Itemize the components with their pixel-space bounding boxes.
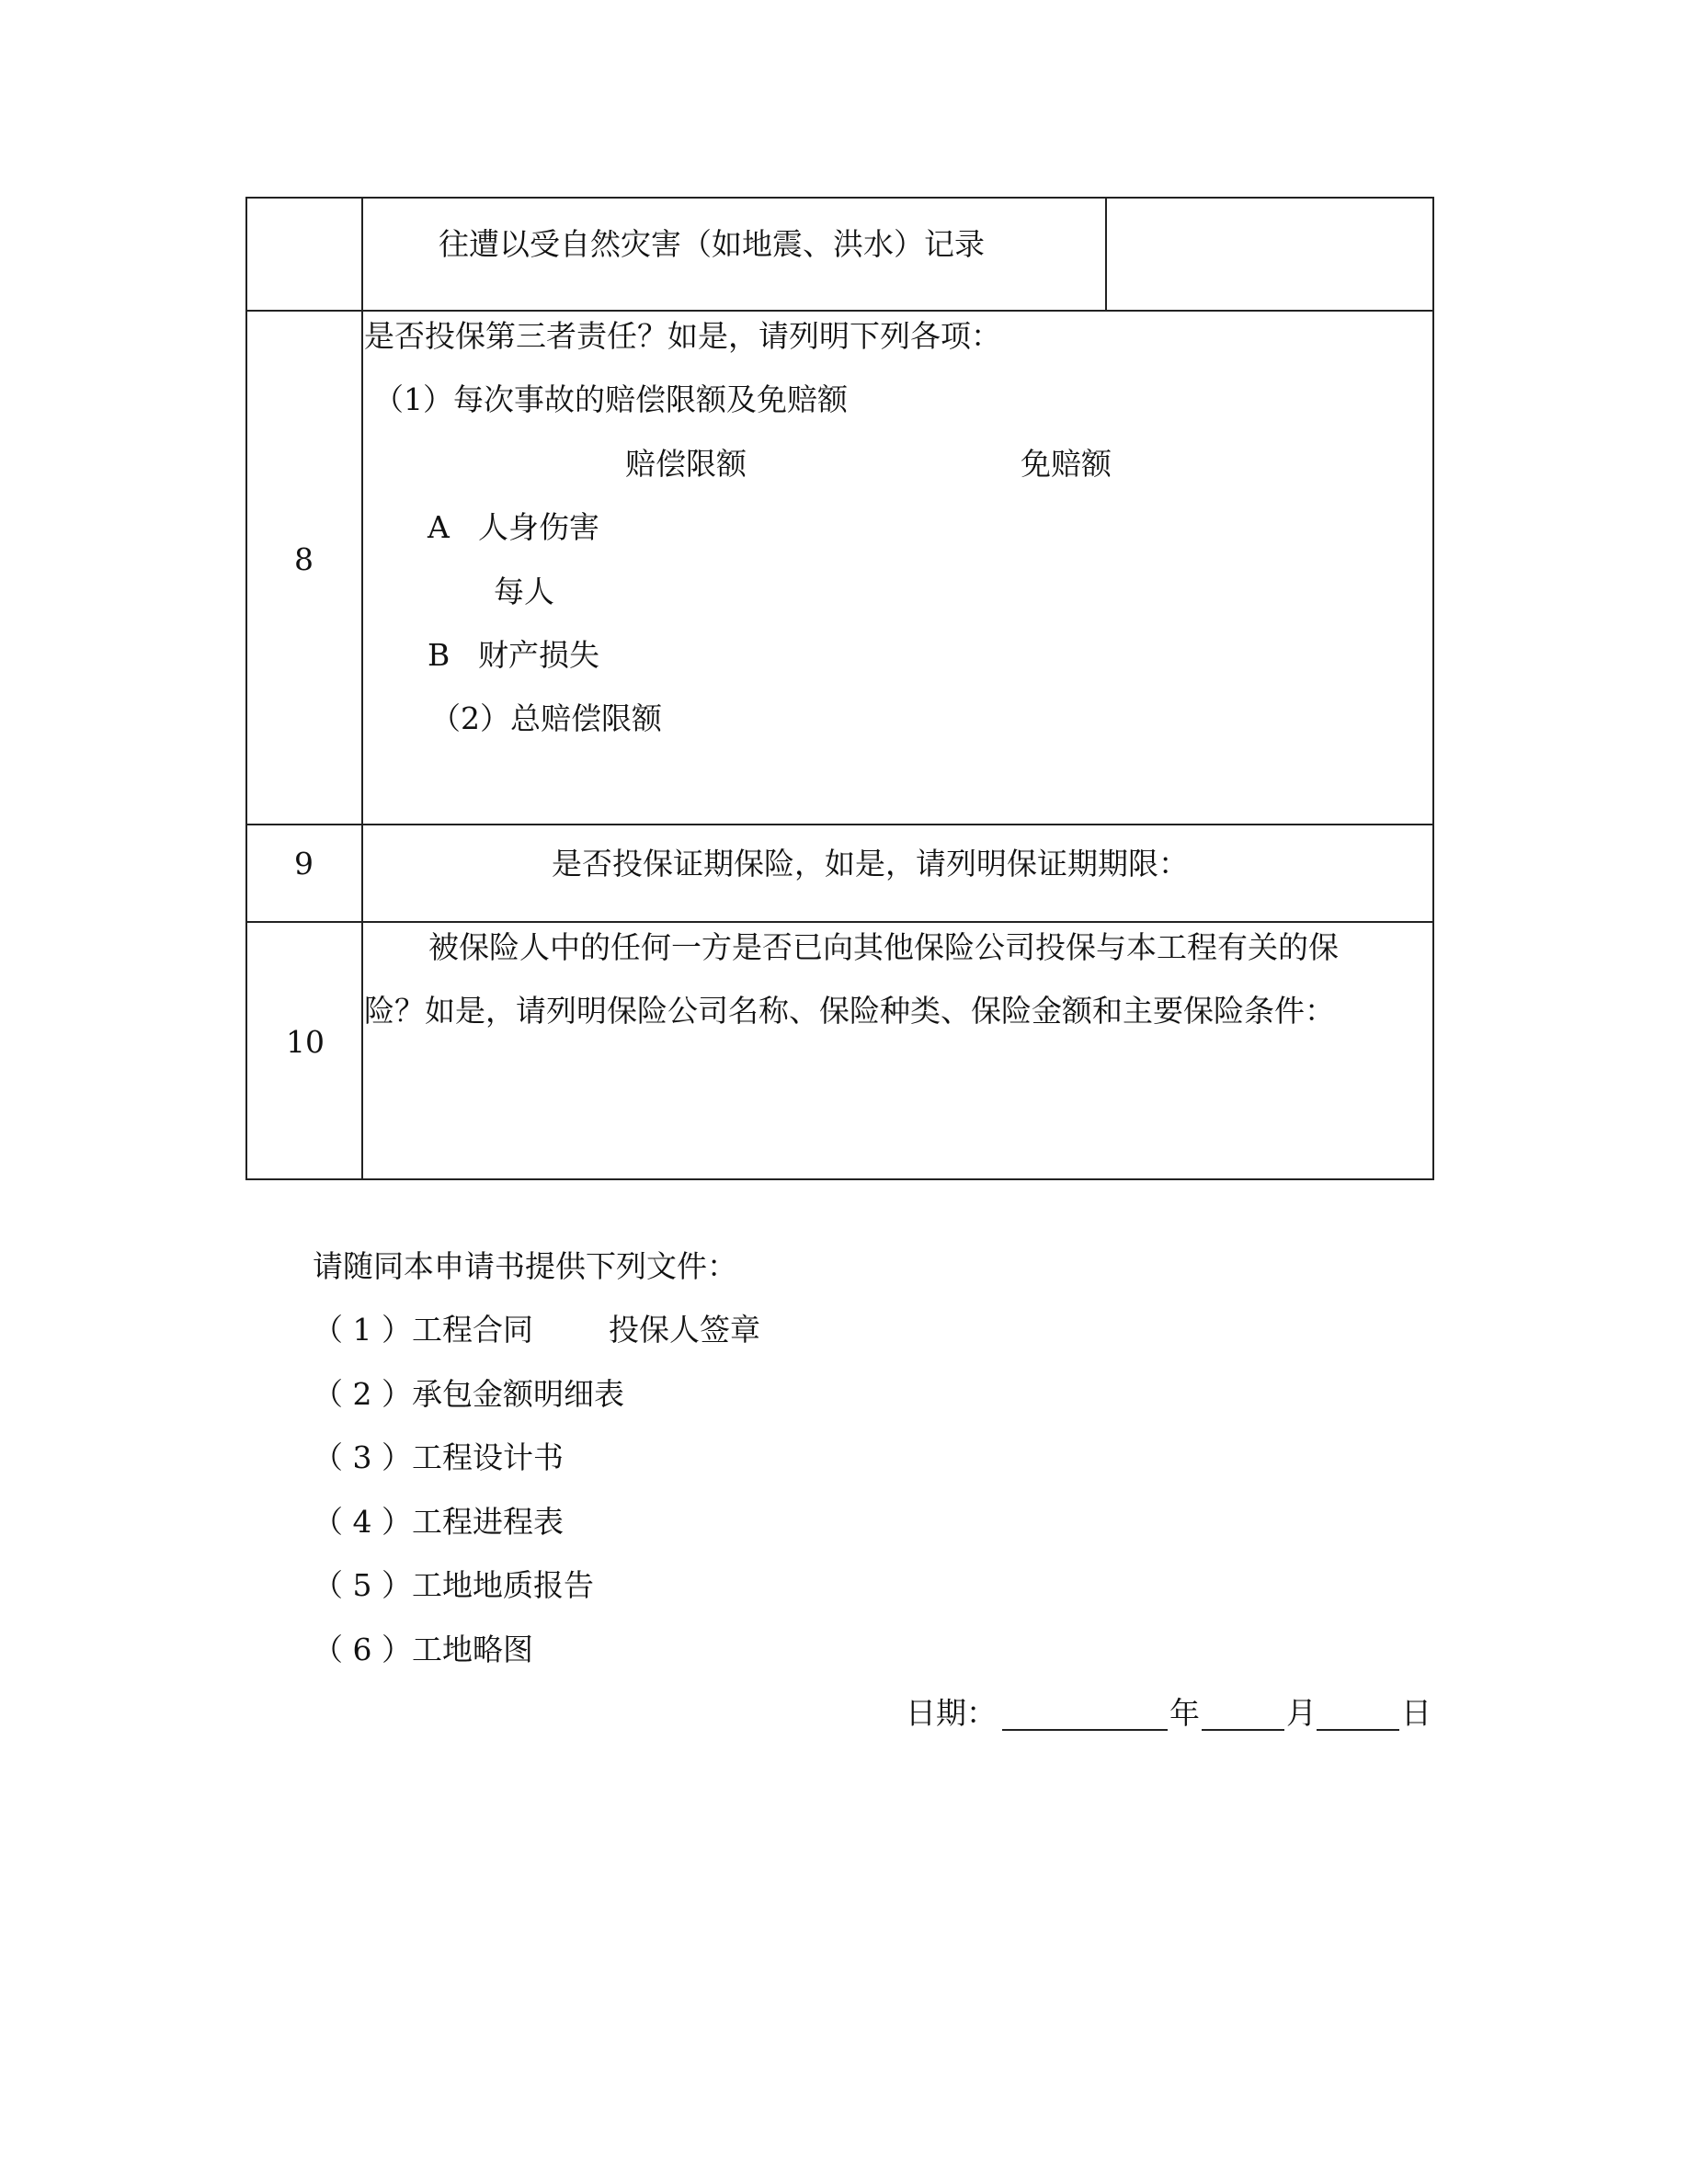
other-insurance-question-line1: 被保险人中的任何一方是否已向其他保险公司投保与本工程有关的保 <box>428 929 1339 965</box>
document-item: （ 6 ）工地略图 <box>313 1632 533 1667</box>
per-person-label: 每人 <box>494 574 554 609</box>
limit-column-header: 赔偿限额 <box>625 446 747 482</box>
applicant-signature-label: 投保人签章 <box>609 1312 760 1348</box>
month-label: 月 <box>1286 1695 1317 1731</box>
row-number-10: 10 <box>286 1024 325 1060</box>
other-insurance-question-line2: 险？如是，请列明保险公司名称、保险种类、保险金额和主要保险条件： <box>364 993 1335 1029</box>
aggregate-limit-item: （2）总赔偿限额 <box>430 700 662 736</box>
document-item: （ 2 ）承包金额明细表 <box>313 1376 624 1412</box>
bodily-injury-label: 人身伤害 <box>478 509 599 545</box>
property-damage-label: 财产损失 <box>478 637 599 673</box>
date-label: 日期： <box>906 1695 997 1731</box>
table-border-top <box>245 197 1434 199</box>
document-item: （ 4 ）工程进程表 <box>313 1504 564 1540</box>
document-item: （ 5 ）工地地质报告 <box>313 1567 594 1603</box>
document-item: （ 1 ）工程合同 <box>313 1312 533 1348</box>
table-border-bottom <box>245 1178 1434 1180</box>
table-row-divider <box>245 310 1434 312</box>
year-label: 年 <box>1169 1695 1200 1731</box>
month-blank[interactable] <box>1202 1729 1284 1731</box>
property-damage-letter: B <box>428 637 451 673</box>
third-party-liability-question: 是否投保第三者责任？如是，请列明下列各项： <box>364 318 1001 354</box>
day-blank[interactable] <box>1317 1729 1399 1731</box>
deductible-column-header: 免赔额 <box>1021 446 1112 482</box>
table-row-divider <box>245 824 1434 825</box>
table-border-right <box>1432 197 1434 1180</box>
table-cell-divider <box>1105 197 1107 311</box>
year-blank[interactable] <box>1002 1729 1168 1731</box>
bodily-injury-letter: A <box>428 509 450 545</box>
natural-disaster-record-label: 往遭以受自然灾害（如地震、洪水）记录 <box>439 226 985 262</box>
table-column-divider <box>361 197 363 1180</box>
table-border-left <box>245 197 247 1180</box>
document-item: （ 3 ）工程设计书 <box>313 1439 564 1475</box>
warranty-period-question: 是否投保证期保险，如是，请列明保证期期限： <box>552 846 1189 882</box>
row-number-9: 9 <box>294 846 314 882</box>
table-row-divider <box>245 921 1434 923</box>
documents-intro: 请随同本申请书提供下列文件： <box>313 1248 737 1284</box>
row-number-8: 8 <box>294 541 314 577</box>
day-label: 日 <box>1401 1695 1431 1731</box>
per-accident-limit-item: （1）每次事故的赔偿限额及免赔额 <box>373 381 848 417</box>
